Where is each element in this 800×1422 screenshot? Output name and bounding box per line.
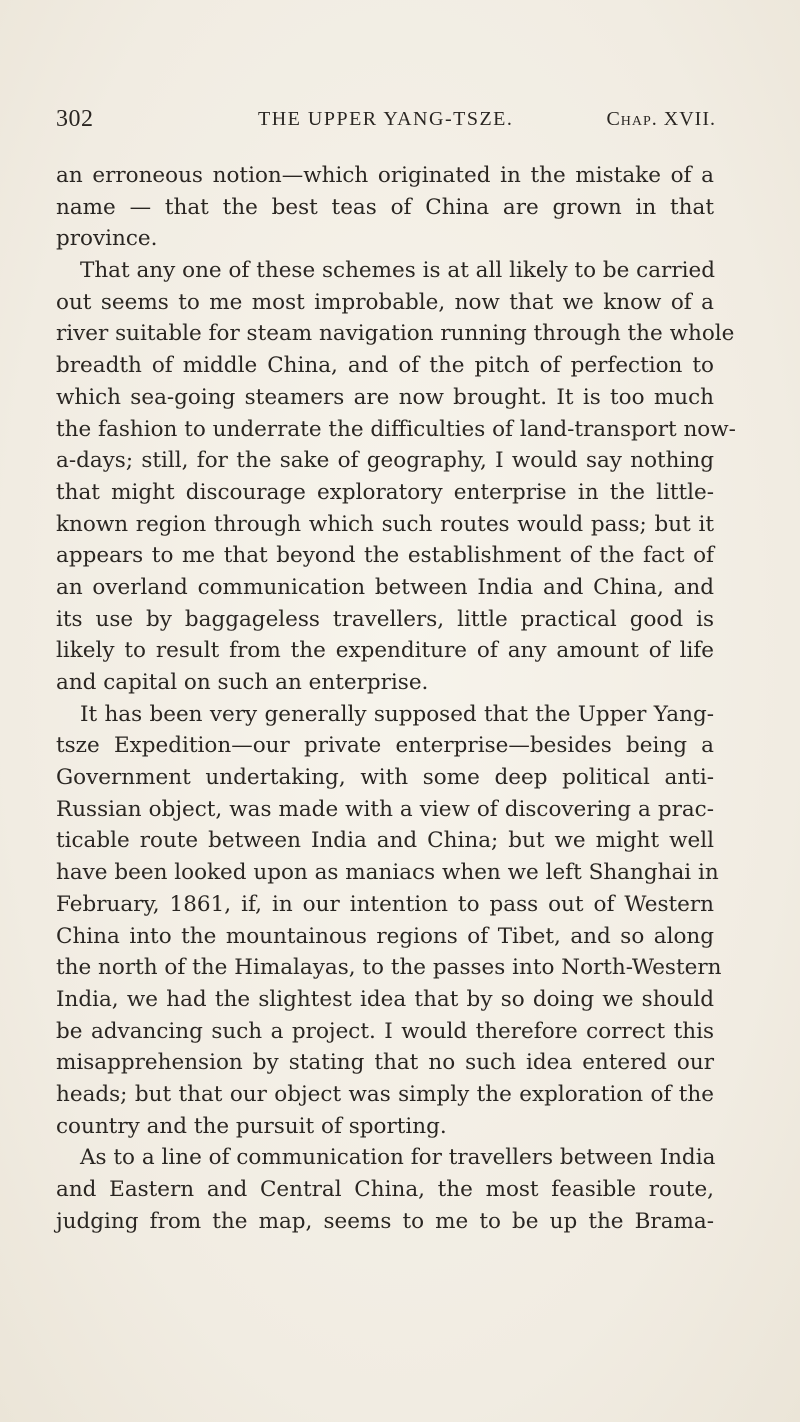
text-line: appears to me that beyond the establishment of the fact of [56,543,714,569]
text-line: a-days; still, for the sake of geography, I would say nothing [56,448,714,474]
text-line: which sea-going steamers are now brought. It is too much [56,384,714,410]
text-line: an erroneous notion—which originated in the mistake of a [56,163,714,188]
text-line: breadth of middle China, and of the pitch of perfection to [56,353,714,379]
text-line: province. [56,226,158,252]
text-line: an overland communication between India and China, and [56,574,714,600]
text-line: and capital on such an enterprise. [56,670,429,695]
page-header [56,106,716,140]
text-line: As to a line of communication for travellers between India [80,1145,716,1171]
body-text [56,160,736,1237]
text-line: known region through which such routes would pass; but it [56,511,714,537]
text-line: the fashion to underrate the difficulties of land-transport now- [56,416,736,442]
text-line: the north of the Himalayas, to the passes into North-Western [56,955,722,981]
text-line: That any one of these schemes is at all likely to be carried [80,258,715,284]
text-line: out seems to me most improbable, now that we know of a [56,289,714,315]
text-line: that might discourage exploratory enterprise in the little- [56,479,714,505]
text-line: have been looked upon as maniacs when we left Shanghai in [56,860,719,886]
text-line: India, we had the slightest idea that by so doing we should [56,986,714,1012]
text-line: be advancing such a project. I would therefore correct this [56,1018,714,1044]
text-line: China into the mountainous regions of Tibet, and so along [56,923,714,949]
text-line: its use by baggageless travellers, little practical good is [56,606,714,632]
text-line: It has been very generally supposed that the Upper Yang- [80,701,714,727]
text-line: river suitable for steam navigation running through the whole [56,321,735,347]
text-line: likely to result from the expenditure of any amount of life [56,638,714,664]
text-line: misapprehension by stating that no such idea entered our [56,1050,714,1076]
text-line: Government undertaking, with some deep political anti- [56,765,714,791]
running-title: THE UPPER YANG-TSZE. [258,108,514,130]
text-line: name — that the best teas of China are grown in that [56,194,714,220]
text-line: country and the pursuit of sporting. [56,1113,447,1139]
text-line: Russian object, was made with a view of discovering a prac- [56,796,714,822]
text-line: and Eastern and Central China, the most feasible route, [56,1177,714,1202]
text-line: judging from the map, seems to me to be up the Brama- [56,1208,714,1234]
page-number: 302 [56,106,94,132]
text-line: February, 1861, if, in our intention to pass out of Western [56,891,714,917]
text-line: tsze Expedition—our private enterprise—besides being a [56,733,714,759]
text-line: heads; but that our object was simply the exploration of the [56,1081,714,1107]
text-line: ticable route between India and China; but we might well [56,828,714,854]
chapter-label: Chap. XVII. [606,108,716,130]
